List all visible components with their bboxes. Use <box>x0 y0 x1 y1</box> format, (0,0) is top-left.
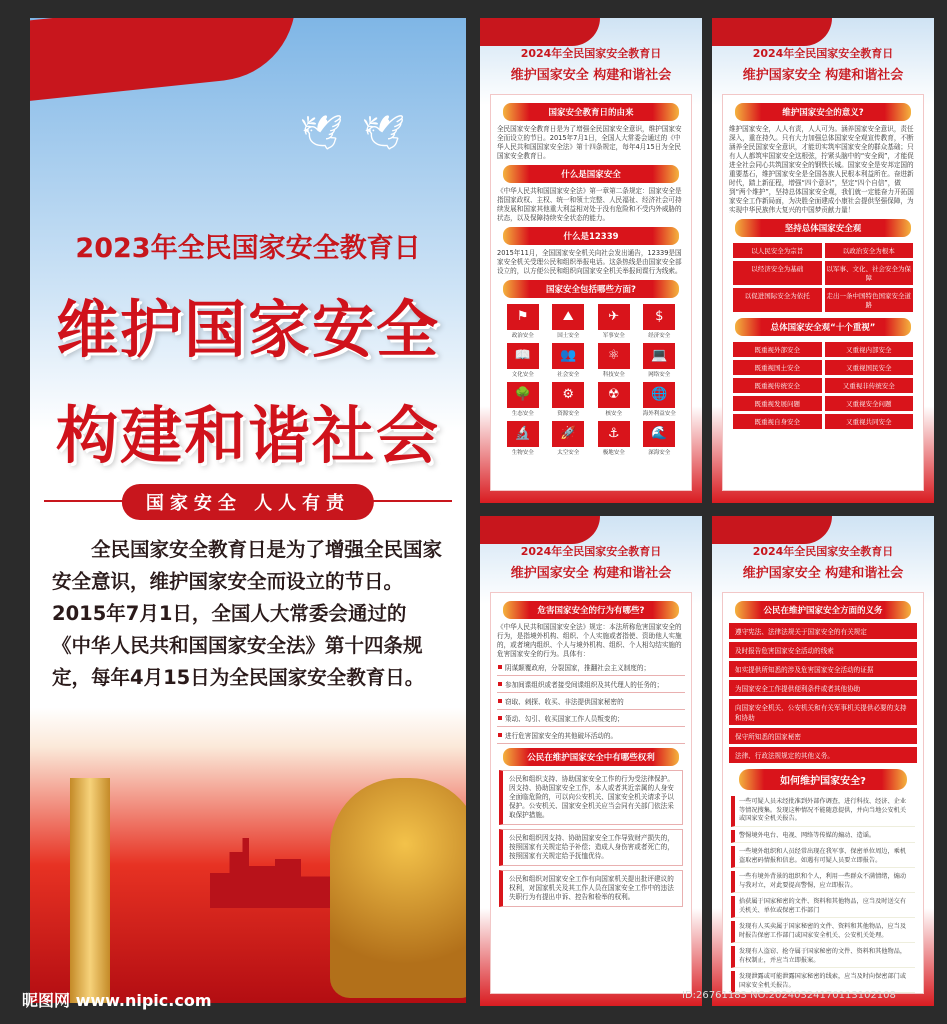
pill-grid <box>729 241 917 314</box>
panel-2 <box>712 18 934 503</box>
list-item: 发现泄露或可能泄露国家秘密的线索，应当及时向保密部门或国家安全机关报告。 <box>731 971 915 993</box>
security-item <box>594 343 634 378</box>
security-label: 社会安全 <box>557 372 580 378</box>
security-item <box>503 382 543 417</box>
pill-item: 以人民安全为宗旨 <box>733 243 822 258</box>
section-title: 总体国家安全观“十个重视” <box>735 318 911 336</box>
huabiao-pillar-icon <box>70 778 110 1003</box>
city-skyline-icon <box>210 838 340 908</box>
pill-item: 以经济安全为基础 <box>733 261 822 285</box>
section-title: 危害国家安全的行为有哪些? <box>503 601 679 619</box>
panel-header-line1: 2024年全民国家安全教育日 <box>752 545 894 558</box>
section-title: 什么是12339 <box>503 227 679 245</box>
flag-corner <box>480 18 600 46</box>
pill-item: 走出一条中国特色国家安全道路 <box>825 288 914 312</box>
section-title: 如何维护国家安全? <box>739 769 907 790</box>
list-item: 向国家安全机关、公安机关和有关军事机关提供必要的支持和协助 <box>729 699 917 725</box>
section-title: 维护国家安全的意义? <box>735 103 911 121</box>
pill-item: 既重视传统安全 <box>733 378 822 393</box>
section-text: 《中华人民共和国国家安全法》第一章第二条规定：国家安全是指国家政权、主权、统一和领土完整、人民福祉、经济社会可持续发展和国家其他重大利益相对处于没有危险和不受内外威胁的状态，以及保障持续安全状态的能力。 <box>497 187 682 222</box>
pill-item: 既重视国土安全 <box>733 360 822 375</box>
watermark: 昵图网 www.nipic.com <box>22 991 212 1010</box>
security-item <box>594 421 634 456</box>
list-item: 一些可疑人员未经批准到外部作调查，进行科技、经济、企业等情况搜集。发现这种情况不能随意提供，并向当地公安机关或国家安全机关报告。 <box>731 796 915 827</box>
security-label: 科技安全 <box>602 372 625 378</box>
security-icon: ⚛ <box>598 343 630 369</box>
security-label: 资源安全 <box>557 411 580 417</box>
security-icon: ⚙ <box>552 382 584 408</box>
security-icon: ☢ <box>598 382 630 408</box>
security-label: 核安全 <box>605 411 622 417</box>
security-item <box>503 304 543 339</box>
pill-item: 既重视自身安全 <box>733 414 822 429</box>
security-item <box>594 382 634 417</box>
pill-item: 以促进国际安全为依托 <box>733 288 822 312</box>
list-item: 保守所知悉的国家秘密 <box>729 728 917 744</box>
pill-item: 既重视发展问题 <box>733 396 822 411</box>
security-item <box>640 304 680 339</box>
security-item <box>549 343 589 378</box>
list-item: 如实提供所知悉的涉及危害国家安全活动的证据 <box>729 661 917 677</box>
security-label: 极地安全 <box>602 450 625 456</box>
slogan-bar <box>44 484 452 518</box>
list-item: 参加间谍组织或者接受间谍组织及其代理人的任务的； <box>497 676 685 693</box>
security-icons-grid <box>497 302 685 458</box>
panel-header-line2: 维护国家安全 构建和谐社会 <box>742 68 904 83</box>
panel-header-line1: 2024年全民国家安全教育日 <box>520 47 662 60</box>
security-label: 文化安全 <box>511 372 534 378</box>
rights-list <box>497 770 685 907</box>
banner-title-line2: 构建和谐社会 <box>55 399 440 472</box>
list-item: 一些有境外背景的组织和个人，利用一些群众不满情绪，煽动与我对立，对此要提高警惕，应立即报告。 <box>731 871 915 893</box>
list-item: 阴谋颠覆政府，分裂国家，推翻社会主义制度的； <box>497 659 685 676</box>
list-item: 窃取、刺探、收买、非法提供国家秘密的 <box>497 693 685 710</box>
security-icon: 🌊 <box>643 421 675 447</box>
pill-grid <box>729 340 917 431</box>
flag-corner <box>480 516 600 544</box>
security-icon: 🔬 <box>507 421 539 447</box>
section-title: 什么是国家安全 <box>503 165 679 183</box>
security-label: 海外利益安全 <box>642 411 676 417</box>
security-item <box>594 304 634 339</box>
pill-item: 又重视共同安全 <box>825 414 914 429</box>
panel-header-line2: 维护国家安全 构建和谐社会 <box>510 566 672 581</box>
security-icon: 👥 <box>552 343 584 369</box>
list-item: 进行危害国家安全的其他破坏活动的。 <box>497 727 685 744</box>
security-icon: 🚀 <box>552 421 584 447</box>
security-icon: ⚑ <box>507 304 539 330</box>
panel-header-line1: 2024年全民国家安全教育日 <box>520 545 662 558</box>
security-icon: ⛰ <box>552 304 584 330</box>
panel-header-line2: 维护国家安全 构建和谐社会 <box>510 68 672 83</box>
list-item: 一些境外组织和人员经常出现在我军事、保密单位周边，乘机盗取密码情报和信息。如遇有可疑人员要立即报告。 <box>731 846 915 868</box>
panel-body <box>722 592 924 994</box>
panel-1 <box>480 18 702 503</box>
security-icon: 📖 <box>507 343 539 369</box>
list-item: 遵守宪法、法律法规关于国家安全的有关规定 <box>729 623 917 639</box>
security-item <box>503 343 543 378</box>
pill-item: 又重视内部安全 <box>825 342 914 357</box>
security-icon: ✈ <box>598 304 630 330</box>
list-item: 发现有人买卖属于国家秘密的文件、资料和其他物品，应当及时报告保密工作部门或国家安全机关、公安机关处理。 <box>731 921 915 943</box>
security-label: 经济安全 <box>648 333 671 339</box>
section-title: 国家安全教育日的由来 <box>503 103 679 121</box>
security-icon: 🌐 <box>643 382 675 408</box>
section-title: 国家安全包括哪些方面? <box>503 280 679 298</box>
banner-title-line1: 维护国家安全 <box>55 293 440 366</box>
security-item <box>549 382 589 417</box>
image-id: ID:26761183 NO:20240324170113102108 <box>682 990 896 1001</box>
section-title: 公民在维护国家安全中有哪些权利 <box>503 748 679 766</box>
panel-body <box>722 94 924 491</box>
security-item <box>549 304 589 339</box>
section-title: 公民在维护国家安全方面的义务 <box>735 601 911 619</box>
list-item: 警惕境外电台、电视、网络等传媒的煽动、造谣。 <box>731 830 915 844</box>
banner-subtitle: 2023年全民国家安全教育日 <box>75 233 421 264</box>
doves-icon: 🕊 🕊 <box>300 113 410 153</box>
panel-body <box>490 94 692 491</box>
red-flag-decoration <box>30 18 303 103</box>
security-icon: $ <box>643 304 675 330</box>
security-label: 生物安全 <box>511 450 534 456</box>
pill-item: 以政治安全为根本 <box>825 243 914 258</box>
pill-item: 又重视非传统安全 <box>825 378 914 393</box>
how-to-list <box>729 796 917 993</box>
security-icon: ⚓ <box>598 421 630 447</box>
panel-3 <box>480 516 702 1006</box>
security-label: 网络安全 <box>648 372 671 378</box>
security-label: 太空安全 <box>557 450 580 456</box>
security-label: 政治安全 <box>511 333 534 339</box>
intro-paragraph: 全民国家安全教育日是为了增强全民国家安全意识，维护国家安全而设立的节日。2015年7月1日，全国人大常委会通过的《中华人民共和国国家安全法》第十四条规定，每年4月15日为全民国家安全教育日。 <box>52 538 443 689</box>
section-text: 全民国家安全教育日是为了增强全民国家安全意识，维护国家安全而设立的节日。2015年7月1日，全国人大常委会通过的《中华人民共和国国家安全法》第十四条规定，每年4月15日为全民国家安全教育日。 <box>497 125 682 160</box>
pill-item: 以军事、文化、社会安全为保障 <box>825 261 914 285</box>
section-text: 《中华人民共和国国家安全法》规定：本法所称危害国家安全的行为，是指境外机构、组织、个人实施或者指使、资助他人实施的，或者境内组织、个人与境外机构、组织、个人相勾结实施的危害国家安全的行为。具体有： <box>497 623 682 658</box>
security-label: 国土安全 <box>557 333 580 339</box>
security-label: 深海安全 <box>648 450 671 456</box>
list-item: 拾获属于国家秘密的文件、资料和其他物品，应当及时送交有关机关、单位或保密工作部门 <box>731 896 915 918</box>
security-icon: 🌳 <box>507 382 539 408</box>
security-icon: 💻 <box>643 343 675 369</box>
pill-item: 既重视外部安全 <box>733 342 822 357</box>
security-item <box>640 421 680 456</box>
panel-body <box>490 592 692 994</box>
section-text: 维护国家安全，人人有责，人人可为。涵养国家安全意识，责任深入，重在持久。只有大力加强总体国家安全观宣传教育，不断涵养全民国家安全意识，才能切实筑牢国家安全的群众基础；只有人人都筑牢国家安全这根弦，拧紧头脑中的“安全阀”，才能促进全社会同心共筑国家安全的钢铁长城。国家安全是安邦定国的重要基石，维护国家安全是全国各族人民根本利益所在。奋进新时代，踏上新征程，增强“四个意识”，坚定“四个自信”，做到“两个维护”，坚持总体国家安全观，我们就一定能奋力开拓国家安全工作新局面，为决胜全面建成小康社会提供坚强保障，为实现中华民族伟大复兴的中国梦贡献力量！ <box>729 125 914 214</box>
duties-list <box>729 623 917 763</box>
security-label: 军事安全 <box>602 333 625 339</box>
list-item: 公民和组织支持、协助国家安全工作的行为受法律保护。因支持、协助国家安全工作，本人或者其近亲属的人身安全面临危险的，可以向公安机关、国家安全机关请求予以保护。公安机关、国家安全机关应当会同有关部门依法采取保护措施。 <box>499 770 683 825</box>
list-item: 发现有人盗窃、抢夺属于国家秘密的文件、资料和其他物品，有权制止，并应当立即报案。 <box>731 946 915 968</box>
flag-corner <box>712 516 832 544</box>
behavior-list <box>497 659 685 744</box>
stone-lion-icon <box>330 778 466 998</box>
panel-4 <box>712 516 934 1006</box>
list-item: 为国家安全工作提供便利条件或者其他协助 <box>729 680 917 696</box>
pill-item: 又重视国民安全 <box>825 360 914 375</box>
main-banner <box>30 18 466 1003</box>
security-item <box>503 421 543 456</box>
panel-header-line1: 2024年全民国家安全教育日 <box>752 47 894 60</box>
security-item <box>549 421 589 456</box>
list-item: 策动、勾引、收买国家工作人员叛变的； <box>497 710 685 727</box>
list-item: 公民和组织因支持、协助国家安全工作导致财产损失的，按照国家有关规定给予补偿；造成人身伤害或者死亡的，按照国家有关规定给予抚恤优待。 <box>499 829 683 866</box>
security-label: 生态安全 <box>511 411 534 417</box>
list-item: 公民和组织对国家安全工作有向国家机关提出批评建议的权利，对国家机关及其工作人员在国家安全工作中的违法失职行为有提出申诉、控告和检举的权利。 <box>499 870 683 907</box>
list-item: 法律、行政法规规定的其他义务。 <box>729 747 917 763</box>
slogan: 国家安全 人人有责 <box>122 484 374 520</box>
section-text: 2015年11月，全国国家安全机关向社会发出通告，12339是国家安全机关受理公民和组织举报电话。这条热线是由国家安全部设立的，以方便公民和组织向国家安全机关举报间谍行为线索。 <box>497 249 682 275</box>
list-item: 及时报告危害国家安全活动的线索 <box>729 642 917 658</box>
panel-header-line2: 维护国家安全 构建和谐社会 <box>742 566 904 581</box>
pill-item: 又重视安全问题 <box>825 396 914 411</box>
flag-corner <box>712 18 832 46</box>
security-item <box>640 382 680 417</box>
security-item <box>640 343 680 378</box>
section-title: 坚持总体国家安全观 <box>735 219 911 237</box>
